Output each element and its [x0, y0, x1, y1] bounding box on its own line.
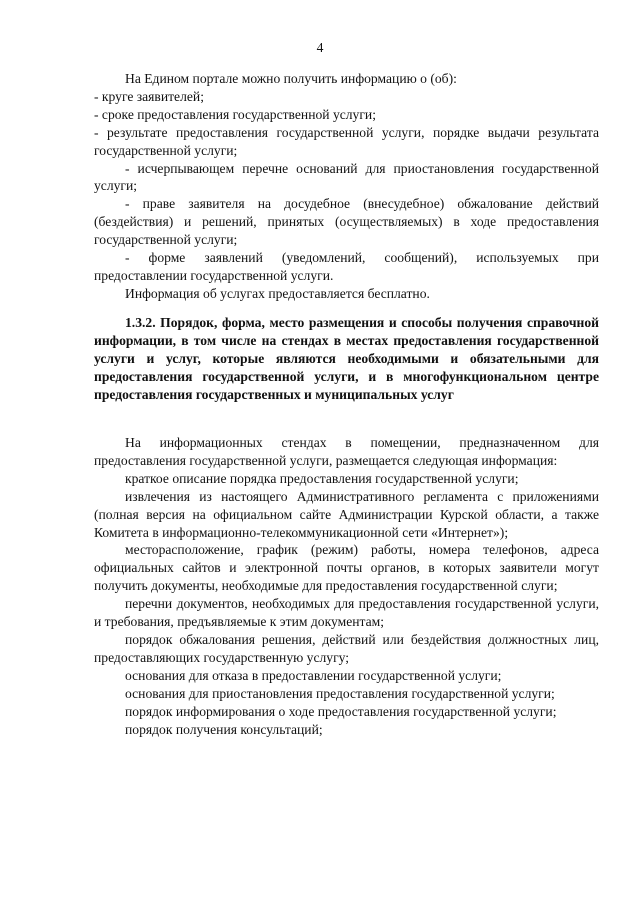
list-item: - исчерпывающем перечне оснований для приостановления государственной услуги; — [94, 160, 599, 194]
list-item: - форме заявлений (уведомлений, сообщений), используемых при предоставлении государственной услуги. — [94, 250, 599, 283]
page-number: 4 — [316, 40, 324, 55]
list-item: - результате предоставления государственной услуги, порядке выдачи результата государственной услуги; — [94, 124, 599, 158]
portal-info-section — [94, 70, 599, 303]
list-item: основания для отказа в предоставлении государственной услуги; — [125, 667, 502, 683]
list-item: краткое описание порядка предоставления государственной услуги; — [125, 470, 519, 486]
stands-info-section — [94, 434, 599, 738]
section-heading-block — [94, 314, 599, 404]
list-item: порядок обжалования решения, действий или бездействия должностных лиц, предоставляющих государственную услугу; — [94, 631, 599, 665]
paragraph: На информационных стендах в помещении, предназначенном для предоставления государственной услуги, размещается следующая информация: — [94, 435, 599, 468]
paragraph: Информация об услугах предоставляется бесплатно. — [125, 285, 430, 301]
list-item: перечни документов, необходимых для предоставления государственной услуги, и требования, предъявляемые к этим документам; — [94, 596, 599, 630]
list-item: порядок получения консультаций; — [125, 721, 323, 737]
list-item: извлечения из настоящего Административного регламента с приложениями (полная версия на официальном сайте Администрации Курской области, а также Комитета в информационно-телекоммуникационной сети «Интернет»); — [94, 488, 599, 540]
list-item: порядок информирования о ходе предоставления государственной услуги; — [125, 703, 557, 719]
paragraph: На Едином портале можно получить информацию о (об): — [125, 71, 457, 86]
list-item: - сроке предоставления государственной услуги; — [94, 106, 376, 122]
list-item: основания для приостановления предоставления государственной услуги; — [125, 685, 555, 701]
section-heading: 1.3.2. Порядок, форма, место размещения и способы получения справочной информации, в том числе на стендах в местах предоставления государственной услуги и услуг, которые являются необходимыми и обязательными для предоставления государственной услуги, и в многофункциональном центре предоставления государственных и муниципальных услуг — [94, 315, 599, 402]
list-item: - круге заявителей; — [94, 88, 204, 104]
list-item: месторасположение, график (режим) работы, номера телефонов, адреса официальных сайтов и электронной почты органов, в которых заявители могут получить документы, необходимые для предоставления государственной слуги; — [94, 542, 599, 594]
list-item: - праве заявителя на досудебное (внесудебное) обжалование действий (бездействия) и решений, принятых (осуществляемых) в ходе предоставления государственной услуги; — [94, 196, 599, 248]
